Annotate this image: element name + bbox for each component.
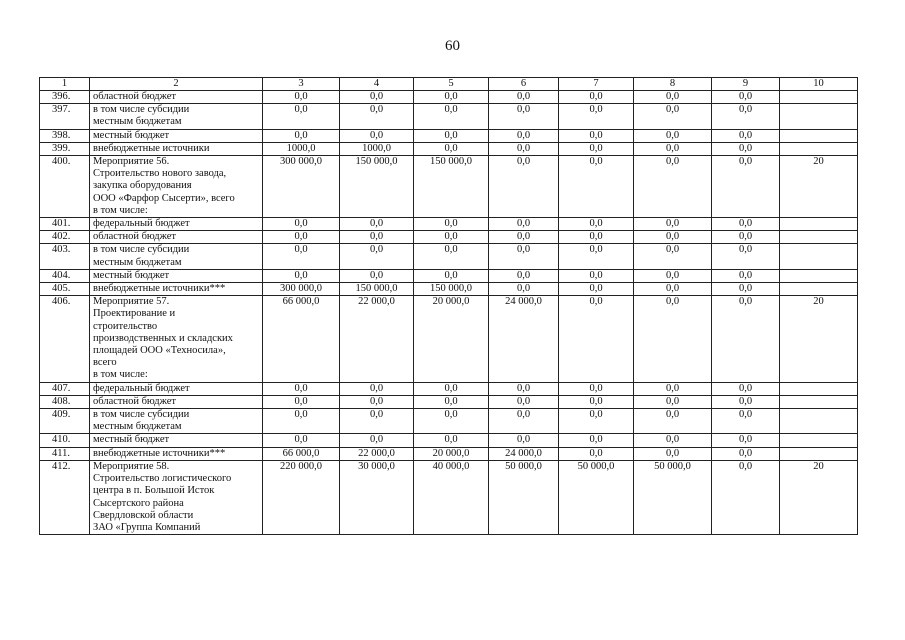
row-number: 399. [40,142,90,155]
value-cell: 0,0 [559,104,634,129]
value-cell: 0,0 [634,244,712,269]
row-description: местный бюджет [90,269,263,282]
row-description: внебюджетные источники*** [90,447,263,460]
value-cell: 0,0 [263,409,340,434]
value-cell [780,231,858,244]
value-cell: 0,0 [340,382,414,395]
value-cell: 0,0 [712,382,780,395]
value-cell: 20 000,0 [414,296,489,382]
value-cell: 0,0 [489,409,559,434]
value-cell: 20 [780,156,858,218]
value-cell: 150 000,0 [340,283,414,296]
value-cell: 0,0 [559,409,634,434]
value-cell: 0,0 [414,382,489,395]
value-cell: 30 000,0 [340,460,414,534]
value-cell: 0,0 [489,244,559,269]
row-description: федеральный бюджет [90,218,263,231]
header-cell: 2 [90,78,263,91]
value-cell: 0,0 [559,142,634,155]
row-number: 398. [40,129,90,142]
value-cell: 0,0 [559,434,634,447]
value-cell: 1000,0 [263,142,340,155]
value-cell: 0,0 [559,296,634,382]
value-cell: 66 000,0 [263,447,340,460]
table-row [40,218,858,231]
value-cell [780,382,858,395]
value-cell: 0,0 [340,218,414,231]
value-cell: 0,0 [559,218,634,231]
table-row [40,296,858,382]
value-cell: 0,0 [634,231,712,244]
row-description: областной бюджет [90,395,263,408]
value-cell: 0,0 [489,91,559,104]
value-cell: 0,0 [559,156,634,218]
value-cell: 0,0 [263,395,340,408]
value-cell: 150 000,0 [414,156,489,218]
row-description: областной бюджет [90,91,263,104]
value-cell: 0,0 [263,244,340,269]
value-cell: 0,0 [489,395,559,408]
row-description: в том числе субсидии местным бюджетам [90,244,263,269]
value-cell: 0,0 [712,296,780,382]
row-description: местный бюджет [90,434,263,447]
value-cell: 0,0 [263,129,340,142]
value-cell: 0,0 [634,283,712,296]
value-cell: 0,0 [634,269,712,282]
value-cell: 0,0 [489,218,559,231]
value-cell: 0,0 [263,218,340,231]
value-cell [780,434,858,447]
value-cell: 0,0 [340,269,414,282]
value-cell: 66 000,0 [263,296,340,382]
value-cell: 0,0 [340,129,414,142]
value-cell: 0,0 [414,218,489,231]
value-cell: 150 000,0 [340,156,414,218]
value-cell: 0,0 [712,156,780,218]
value-cell [780,142,858,155]
value-cell [780,409,858,434]
value-cell: 0,0 [634,409,712,434]
value-cell: 0,0 [414,231,489,244]
value-cell: 0,0 [414,269,489,282]
row-number: 407. [40,382,90,395]
row-number: 410. [40,434,90,447]
value-cell: 0,0 [489,142,559,155]
row-description: в том числе субсидии местным бюджетам [90,104,263,129]
row-number: 396. [40,91,90,104]
value-cell: 0,0 [634,218,712,231]
value-cell: 0,0 [489,283,559,296]
header-cell: 10 [780,78,858,91]
value-cell: 0,0 [712,218,780,231]
value-cell: 0,0 [712,231,780,244]
value-cell: 1000,0 [340,142,414,155]
value-cell: 0,0 [414,395,489,408]
value-cell: 0,0 [634,382,712,395]
value-cell: 0,0 [414,104,489,129]
row-number: 406. [40,296,90,382]
table-row [40,460,858,534]
value-cell: 0,0 [712,104,780,129]
value-cell [780,91,858,104]
value-cell: 0,0 [340,91,414,104]
value-cell: 0,0 [634,296,712,382]
row-number: 404. [40,269,90,282]
value-cell: 0,0 [634,156,712,218]
table-row [40,129,858,142]
header-cell: 6 [489,78,559,91]
value-cell: 0,0 [559,231,634,244]
row-number: 412. [40,460,90,534]
value-cell: 0,0 [340,409,414,434]
value-cell: 0,0 [712,244,780,269]
value-cell: 220 000,0 [263,460,340,534]
value-cell [780,104,858,129]
header-cell: 7 [559,78,634,91]
value-cell: 0,0 [634,395,712,408]
value-cell: 0,0 [712,283,780,296]
value-cell [780,283,858,296]
value-cell: 0,0 [712,460,780,534]
value-cell: 0,0 [263,434,340,447]
value-cell [780,218,858,231]
row-number: 401. [40,218,90,231]
table-row [40,156,858,218]
value-cell: 0,0 [414,434,489,447]
row-description: местный бюджет [90,129,263,142]
row-description: федеральный бюджет [90,382,263,395]
value-cell: 0,0 [489,382,559,395]
value-cell: 24 000,0 [489,447,559,460]
value-cell: 0,0 [559,382,634,395]
value-cell: 0,0 [712,129,780,142]
value-cell [780,129,858,142]
table-row [40,142,858,155]
value-cell: 50 000,0 [634,460,712,534]
row-description: Мероприятие 57. Проектирование и строительство производственных и складских площадей ООО «Техносила», всего в том числе: [90,296,263,382]
value-cell: 0,0 [489,269,559,282]
value-cell: 0,0 [712,91,780,104]
header-cell: 8 [634,78,712,91]
header-cell: 5 [414,78,489,91]
value-cell [780,395,858,408]
value-cell: 20 000,0 [414,447,489,460]
value-cell: 0,0 [559,129,634,142]
value-cell: 0,0 [712,409,780,434]
row-number: 403. [40,244,90,269]
table-row [40,434,858,447]
value-cell: 0,0 [489,434,559,447]
value-cell: 0,0 [559,91,634,104]
table-row [40,409,858,434]
value-cell: 0,0 [489,231,559,244]
value-cell: 50 000,0 [489,460,559,534]
value-cell: 0,0 [340,231,414,244]
table-row [40,269,858,282]
table-row [40,91,858,104]
header-cell: 1 [40,78,90,91]
value-cell [780,269,858,282]
value-cell [780,447,858,460]
value-cell: 0,0 [414,129,489,142]
value-cell: 0,0 [489,156,559,218]
table-row [40,382,858,395]
value-cell: 0,0 [634,104,712,129]
value-cell: 0,0 [559,395,634,408]
table-row [40,231,858,244]
table-body [40,78,858,535]
value-cell: 0,0 [634,91,712,104]
value-cell [780,244,858,269]
value-cell: 50 000,0 [559,460,634,534]
value-cell: 0,0 [634,434,712,447]
value-cell: 0,0 [414,244,489,269]
value-cell: 20 [780,460,858,534]
value-cell: 0,0 [712,434,780,447]
value-cell: 0,0 [340,104,414,129]
value-cell: 0,0 [559,244,634,269]
value-cell: 0,0 [340,395,414,408]
value-cell: 0,0 [489,104,559,129]
row-number: 405. [40,283,90,296]
row-description: областной бюджет [90,231,263,244]
value-cell: 0,0 [634,142,712,155]
value-cell: 24 000,0 [489,296,559,382]
value-cell: 22 000,0 [340,447,414,460]
value-cell: 150 000,0 [414,283,489,296]
value-cell: 0,0 [712,142,780,155]
value-cell: 0,0 [414,409,489,434]
row-description: Мероприятие 58. Строительство логистического центра в п. Большой Исток Сысертского района Свердловской области ЗАО «Группа Компаний [90,460,263,534]
table-row [40,283,858,296]
table-row [40,395,858,408]
value-cell: 0,0 [263,104,340,129]
row-number: 397. [40,104,90,129]
table-row [40,104,858,129]
value-cell: 300 000,0 [263,156,340,218]
value-cell: 0,0 [414,142,489,155]
value-cell: 0,0 [559,269,634,282]
value-cell: 0,0 [263,382,340,395]
header-cell: 4 [340,78,414,91]
row-number: 409. [40,409,90,434]
row-description: внебюджетные источники [90,142,263,155]
value-cell: 22 000,0 [340,296,414,382]
row-number: 400. [40,156,90,218]
value-cell: 0,0 [634,447,712,460]
value-cell: 0,0 [340,434,414,447]
value-cell: 0,0 [712,395,780,408]
row-description: внебюджетные источники*** [90,283,263,296]
value-cell: 0,0 [559,283,634,296]
value-cell: 0,0 [634,129,712,142]
value-cell: 300 000,0 [263,283,340,296]
value-cell: 0,0 [414,91,489,104]
value-cell: 0,0 [263,231,340,244]
table-row [40,244,858,269]
value-cell: 0,0 [712,447,780,460]
header-row [40,78,858,91]
page-number: 60 [445,38,460,54]
budget-table [39,77,858,535]
row-number: 402. [40,231,90,244]
value-cell: 20 [780,296,858,382]
value-cell: 0,0 [712,269,780,282]
value-cell: 0,0 [340,244,414,269]
row-number: 408. [40,395,90,408]
table-row [40,447,858,460]
value-cell: 0,0 [263,269,340,282]
value-cell: 0,0 [489,129,559,142]
row-number: 411. [40,447,90,460]
row-description: в том числе субсидии местным бюджетам [90,409,263,434]
header-cell: 9 [712,78,780,91]
header-cell: 3 [263,78,340,91]
value-cell: 40 000,0 [414,460,489,534]
value-cell: 0,0 [559,447,634,460]
value-cell: 0,0 [263,91,340,104]
row-description: Мероприятие 56. Строительство нового завода, закупка оборудования ООО «Фарфор Сысерти», всего в том числе: [90,156,263,218]
